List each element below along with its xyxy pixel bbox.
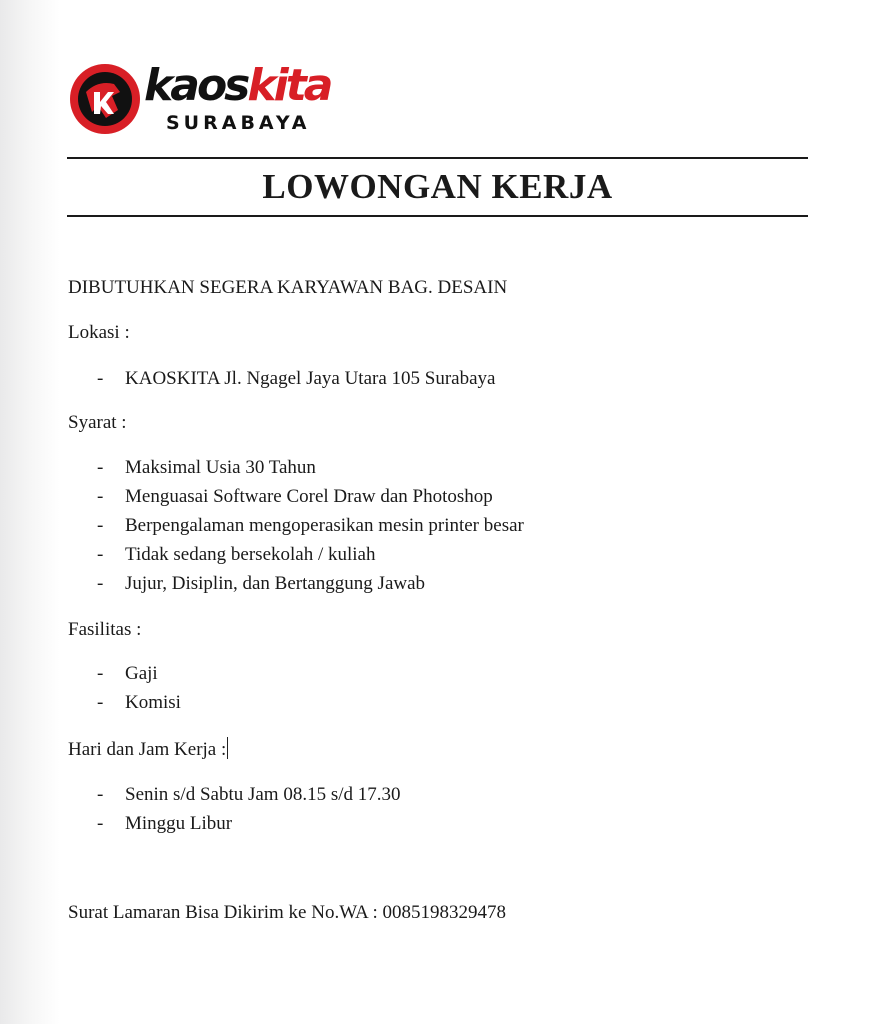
kaoskita-emblem-icon [68,62,142,136]
syarat-heading: Syarat : [68,412,127,433]
list-item: - Maksimal Usia 30 Tahun [97,457,316,478]
list-item: - Tidak sedang bersekolah / kuliah [97,544,376,565]
list-item: - Gaji [97,663,158,684]
list-item: - Minggu Libur [97,813,233,834]
fasilitas-heading: Fasilitas : [68,619,142,640]
logo-wordmark [144,58,330,114]
footer-contact: Surat Lamaran Bisa Dikirim ke No.WA : 0085198329478 [68,902,506,923]
logo-word-kita: kita [247,60,331,111]
lokasi-heading: Lokasi : [68,322,130,343]
list-item: - Komisi [97,692,181,713]
headline: DIBUTUHKAN SEGERA KARYAWAN BAG. DESAIN [68,277,508,298]
list-item: - KAOSKITA Jl. Ngagel Jaya Utara 105 Surabaya [97,368,496,389]
kaoskita-logo [68,62,368,142]
jam-kerja-heading: Hari dan Jam Kerja : [68,739,227,760]
logo-subtitle: SURABAYA [166,112,311,134]
page-title: LOWONGAN KERJA [262,167,613,206]
title-rule-top [67,157,808,159]
list-item: - Jujur, Disiplin, dan Bertanggung Jawab [97,573,426,594]
text-cursor [227,737,228,759]
list-item: - Senin s/d Sabtu Jam 08.15 s/d 17.30 [97,784,401,805]
list-item: - Menguasai Software Corel Draw dan Photoshop [97,486,493,507]
logo-word-kaos: kaos [144,60,248,111]
list-item: - Berpengalaman mengoperasikan mesin printer besar [97,515,524,536]
title-rule-bottom [67,215,808,217]
